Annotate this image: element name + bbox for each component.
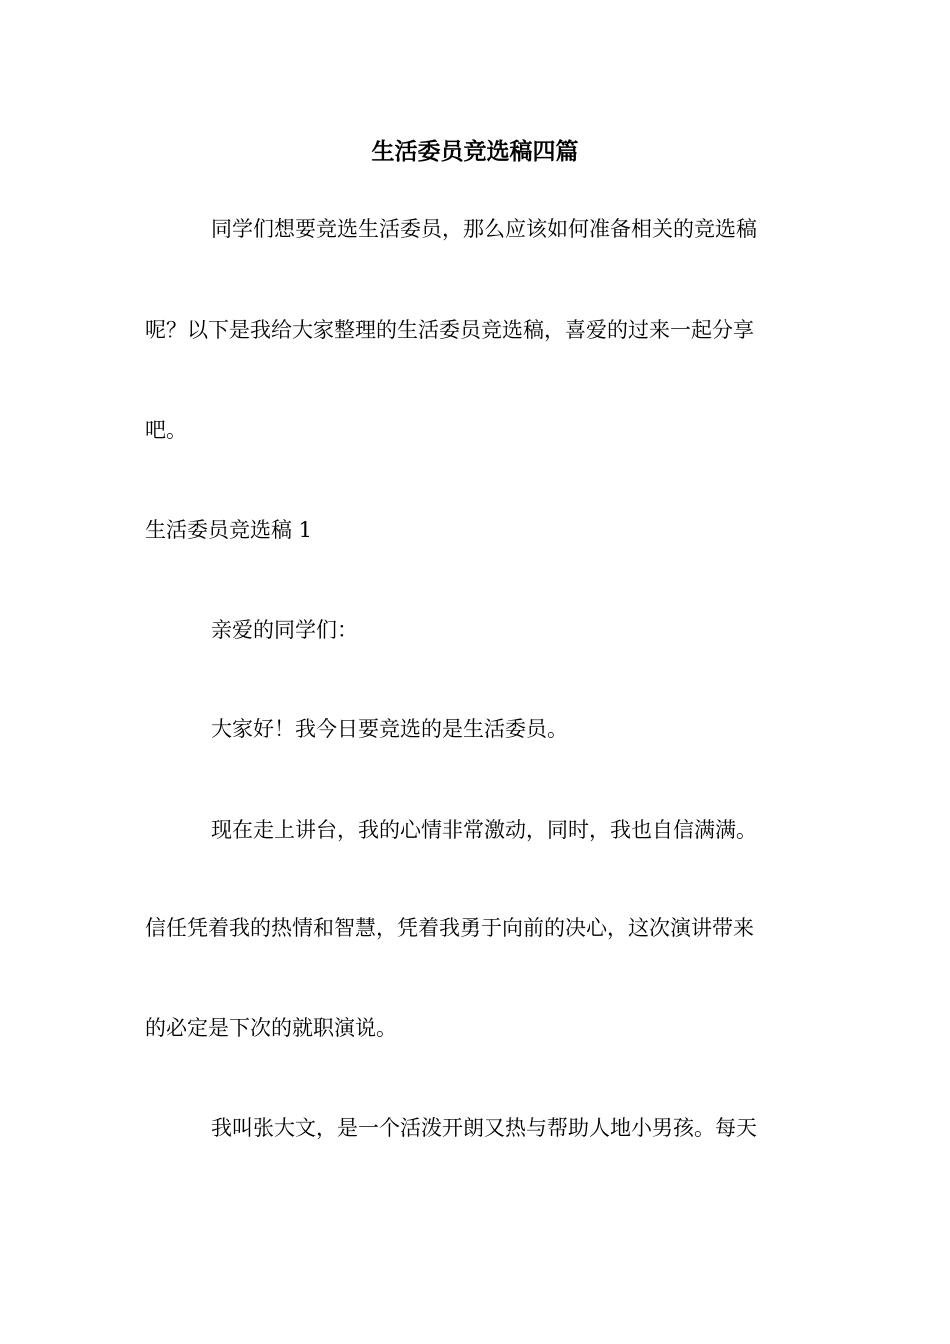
paragraph-line: 我叫张大文，是一个活泼开朗又热与帮助人地小男孩。每天 <box>211 1116 757 1140</box>
section-heading: 生活委员竞选稿 1 <box>145 518 313 542</box>
paragraph-line: 的必定是下次的就职演说。 <box>145 1016 397 1040</box>
salutation-line: 亲爱的同学们： <box>211 618 358 642</box>
paragraph-line: 同学们想要竞选生活委员，那么应该如何准备相关的竞选稿 <box>211 217 757 241</box>
paragraph-line: 吧。 <box>145 418 187 442</box>
document-title: 生活委员竞选稿四篇 <box>371 138 579 165</box>
paragraph-line: 现在走上讲台，我的心情非常激动，同时，我也自信满满。 <box>211 818 757 842</box>
paragraph-line: 大家好！我今日要竞选的是生活委员。 <box>211 717 568 741</box>
paragraph-line: 信任凭着我的热情和智慧，凭着我勇于向前的决心，这次演讲带来 <box>145 916 754 940</box>
paragraph-line: 呢？以下是我给大家整理的生活委员竞选稿，喜爱的过来一起分享 <box>145 318 754 342</box>
